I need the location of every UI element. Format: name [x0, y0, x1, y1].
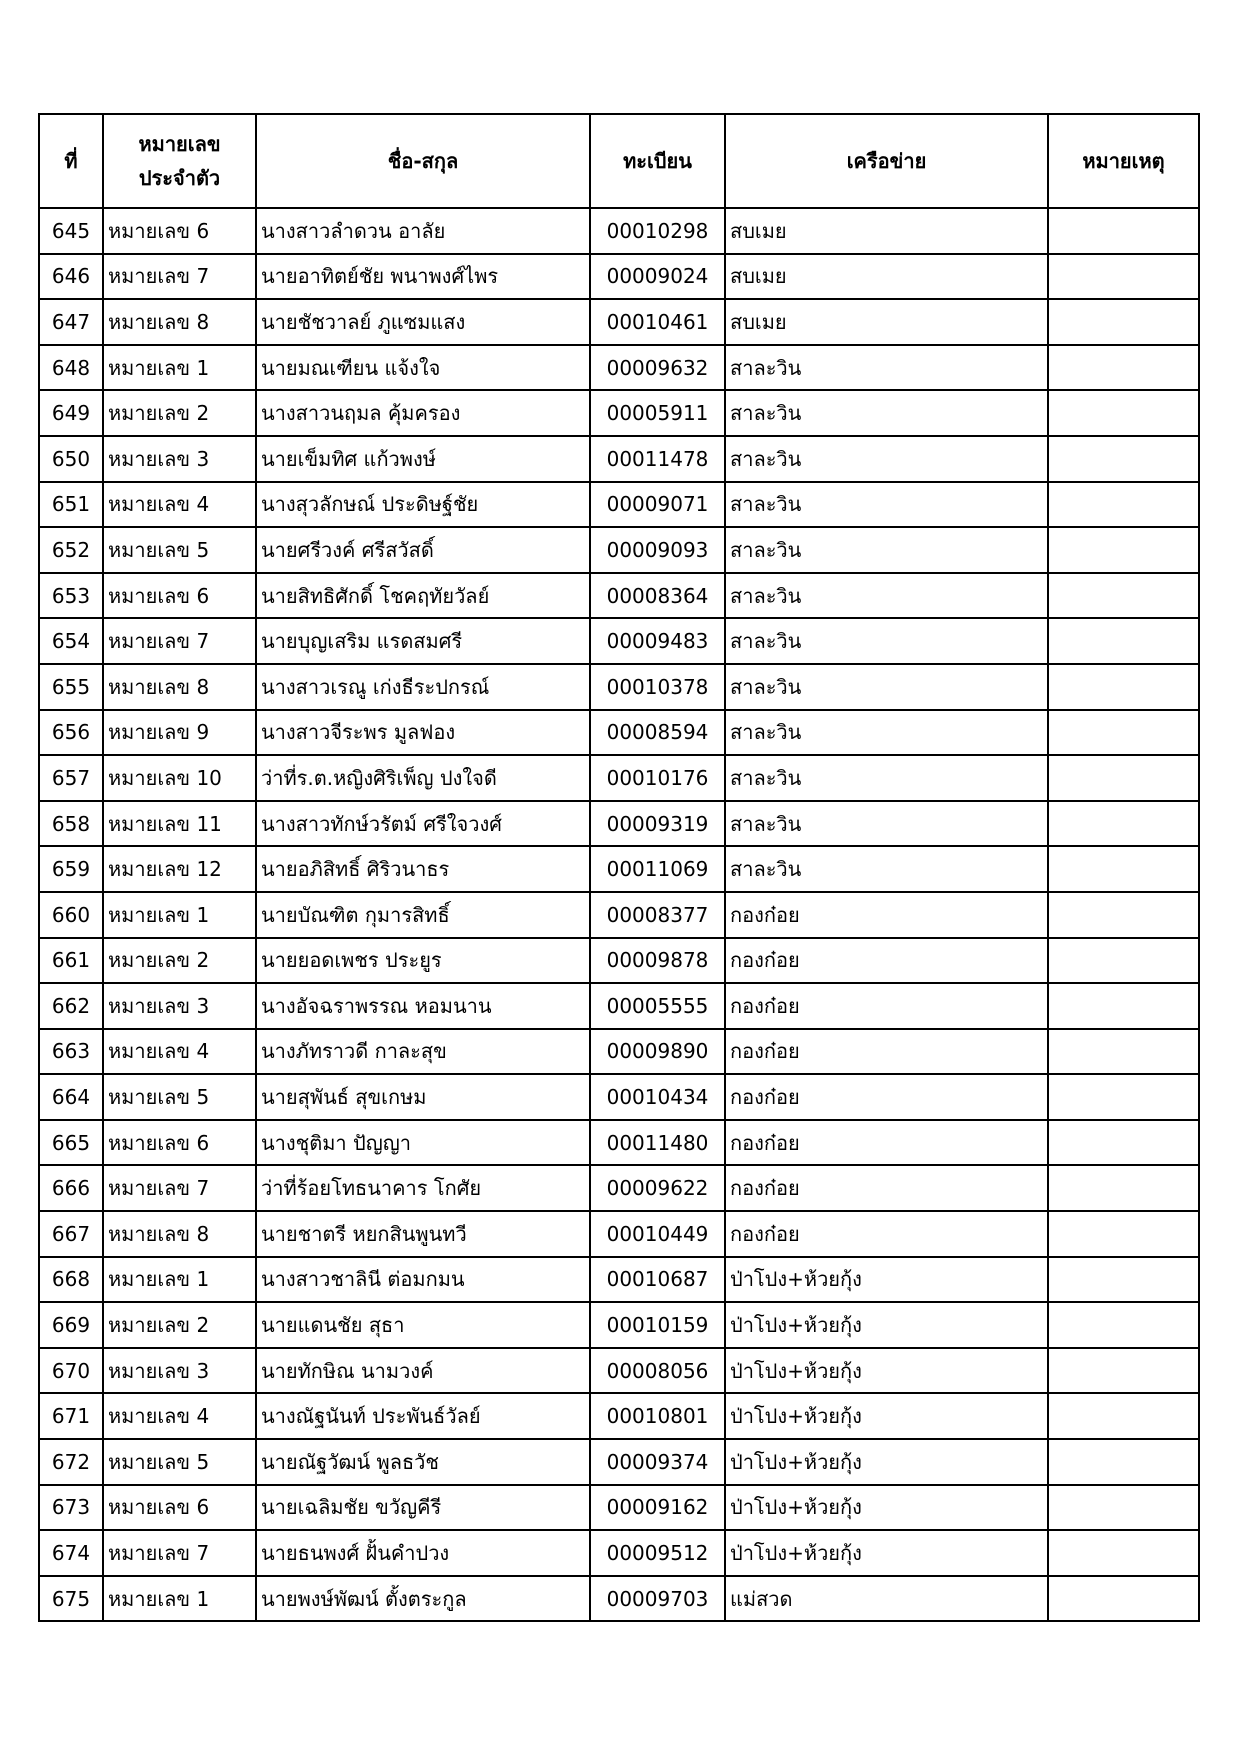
cell-reg: 00009890: [590, 1029, 725, 1075]
cell-network: สาละวิน: [725, 345, 1048, 391]
cell-no: 664: [39, 1074, 103, 1120]
cell-no: 645: [39, 208, 103, 254]
cell-note: [1048, 983, 1199, 1029]
cell-no: 654: [39, 618, 103, 664]
table-row: [39, 938, 1199, 984]
cell-no: 660: [39, 892, 103, 938]
table-row: [39, 1393, 1199, 1439]
table-header-row: [39, 114, 1199, 208]
cell-note: [1048, 1074, 1199, 1120]
cell-id: หมายเลข 10: [103, 755, 256, 801]
cell-id: หมายเลข 5: [103, 527, 256, 573]
cell-reg: 00009622: [590, 1165, 725, 1211]
cell-note: [1048, 1257, 1199, 1303]
cell-network: กองก๋อย: [725, 1029, 1048, 1075]
cell-network: กองก๋อย: [725, 892, 1048, 938]
cell-network: สาละวิน: [725, 664, 1048, 710]
cell-name: นายชัชวาลย์ ภูแซมแสง: [256, 299, 590, 345]
table-row: [39, 755, 1199, 801]
cell-id: หมายเลข 6: [103, 208, 256, 254]
cell-id: หมายเลข 2: [103, 1302, 256, 1348]
cell-network: สาละวิน: [725, 801, 1048, 847]
cell-id: หมายเลข 9: [103, 710, 256, 756]
cell-note: [1048, 573, 1199, 619]
cell-note: [1048, 299, 1199, 345]
cell-note: [1048, 801, 1199, 847]
table-row: [39, 482, 1199, 528]
cell-network: ป่าโปง+ห้วยกุ้ง: [725, 1485, 1048, 1531]
cell-reg: 00009632: [590, 345, 725, 391]
cell-id: หมายเลข 6: [103, 573, 256, 619]
header-id-line2: ประจำตัว: [138, 166, 221, 190]
cell-network: สบเมย: [725, 299, 1048, 345]
cell-id: หมายเลข 1: [103, 892, 256, 938]
cell-name: นางสาวทักษ์วรัตม์ ศรีใจวงศ์: [256, 801, 590, 847]
cell-no: 662: [39, 983, 103, 1029]
cell-name: ว่าที่ร.ต.หญิงศิริเพ็ญ ปงใจดี: [256, 755, 590, 801]
cell-name: นายสิทธิศักดิ์ โชคฤทัยวัลย์: [256, 573, 590, 619]
cell-name: นายบุญเสริม แรดสมศรี: [256, 618, 590, 664]
cell-id: หมายเลข 4: [103, 482, 256, 528]
table-row: [39, 1074, 1199, 1120]
cell-note: [1048, 527, 1199, 573]
cell-no: 648: [39, 345, 103, 391]
cell-name: นายอาทิตย์ชัย พนาพงศ์ไพร: [256, 254, 590, 300]
cell-note: [1048, 1302, 1199, 1348]
table-body: [39, 208, 1199, 1621]
cell-no: 671: [39, 1393, 103, 1439]
cell-reg: 00011478: [590, 436, 725, 482]
cell-reg: 00009878: [590, 938, 725, 984]
cell-note: [1048, 1165, 1199, 1211]
cell-no: 665: [39, 1120, 103, 1166]
cell-note: [1048, 1120, 1199, 1166]
cell-id: หมายเลข 3: [103, 1348, 256, 1394]
cell-no: 668: [39, 1257, 103, 1303]
table-row: [39, 892, 1199, 938]
personnel-table: [38, 113, 1200, 1622]
cell-network: สาละวิน: [725, 618, 1048, 664]
cell-name: นายยอดเพชร ประยูร: [256, 938, 590, 984]
cell-network: สบเมย: [725, 254, 1048, 300]
cell-reg: 00010176: [590, 755, 725, 801]
cell-id: หมายเลข 2: [103, 938, 256, 984]
cell-reg: 00009512: [590, 1530, 725, 1576]
table-row: [39, 436, 1199, 482]
cell-note: [1048, 618, 1199, 664]
cell-no: 653: [39, 573, 103, 619]
cell-name: นายทักษิณ นามวงค์: [256, 1348, 590, 1394]
cell-reg: 00009703: [590, 1576, 725, 1622]
cell-no: 656: [39, 710, 103, 756]
cell-name: นายแดนชัย สุธา: [256, 1302, 590, 1348]
cell-name: นางชุติมา ปัญญา: [256, 1120, 590, 1166]
table-row: [39, 846, 1199, 892]
cell-network: ป่าโปง+ห้วยกุ้ง: [725, 1257, 1048, 1303]
cell-no: 655: [39, 664, 103, 710]
cell-no: 652: [39, 527, 103, 573]
cell-name: นายเข็มทิศ แก้วพงษ์: [256, 436, 590, 482]
cell-no: 649: [39, 390, 103, 436]
header-name: ชื่อ-สกุล: [256, 114, 590, 208]
cell-name: นายมณเฑียน แจ้งใจ: [256, 345, 590, 391]
table-row: [39, 710, 1199, 756]
cell-reg: 00010159: [590, 1302, 725, 1348]
cell-note: [1048, 1211, 1199, 1257]
cell-note: [1048, 892, 1199, 938]
table-row: [39, 1439, 1199, 1485]
cell-name: นางณัฐนันท์ ประพันธ์วัลย์: [256, 1393, 590, 1439]
cell-no: 657: [39, 755, 103, 801]
cell-name: นายบัณฑิต กุมารสิทธิ์: [256, 892, 590, 938]
cell-name: นายศรีวงค์ ศรีสวัสดิ์: [256, 527, 590, 573]
cell-name: นายเฉลิมชัย ขวัญคีรี: [256, 1485, 590, 1531]
cell-note: [1048, 436, 1199, 482]
cell-network: กองก๋อย: [725, 1074, 1048, 1120]
cell-name: นายชาตรี หยกสินพูนทวี: [256, 1211, 590, 1257]
cell-note: [1048, 1576, 1199, 1622]
cell-note: [1048, 710, 1199, 756]
cell-network: สาละวิน: [725, 846, 1048, 892]
cell-id: หมายเลข 7: [103, 254, 256, 300]
table-row: [39, 254, 1199, 300]
table-row: [39, 1211, 1199, 1257]
cell-reg: 00010461: [590, 299, 725, 345]
cell-id: หมายเลข 8: [103, 1211, 256, 1257]
cell-id: หมายเลข 1: [103, 345, 256, 391]
cell-name: นางภัทราวดี กาละสุข: [256, 1029, 590, 1075]
cell-note: [1048, 846, 1199, 892]
cell-network: สาละวิน: [725, 527, 1048, 573]
table-row: [39, 1302, 1199, 1348]
cell-note: [1048, 254, 1199, 300]
table-row: [39, 1348, 1199, 1394]
cell-note: [1048, 1485, 1199, 1531]
cell-no: 646: [39, 254, 103, 300]
cell-note: [1048, 1348, 1199, 1394]
cell-id: หมายเลข 8: [103, 299, 256, 345]
cell-note: [1048, 1029, 1199, 1075]
cell-network: แม่สวด: [725, 1576, 1048, 1622]
cell-reg: 00010687: [590, 1257, 725, 1303]
cell-name: นางสาวลำดวน อาลัย: [256, 208, 590, 254]
cell-note: [1048, 208, 1199, 254]
cell-note: [1048, 755, 1199, 801]
cell-id: หมายเลข 6: [103, 1120, 256, 1166]
cell-reg: 00010298: [590, 208, 725, 254]
table-row: [39, 801, 1199, 847]
cell-network: กองก๋อย: [725, 1165, 1048, 1211]
cell-no: 670: [39, 1348, 103, 1394]
cell-reg: 00009071: [590, 482, 725, 528]
cell-reg: 00010801: [590, 1393, 725, 1439]
table-row: [39, 573, 1199, 619]
cell-reg: 00009483: [590, 618, 725, 664]
header-network: เครือข่าย: [725, 114, 1048, 208]
cell-id: หมายเลข 5: [103, 1074, 256, 1120]
cell-reg: 00011069: [590, 846, 725, 892]
table-row: [39, 1576, 1199, 1622]
cell-id: หมายเลข 4: [103, 1393, 256, 1439]
cell-id: หมายเลข 5: [103, 1439, 256, 1485]
cell-reg: 00005911: [590, 390, 725, 436]
cell-id: หมายเลข 1: [103, 1576, 256, 1622]
header-reg: ทะเบียน: [590, 114, 725, 208]
cell-reg: 00009093: [590, 527, 725, 573]
cell-network: สาละวิน: [725, 755, 1048, 801]
cell-name: นายธนพงศ์ ฝั้นคำปวง: [256, 1530, 590, 1576]
cell-name: นายอภิสิทธิ์ ศิริวนาธร: [256, 846, 590, 892]
cell-no: 658: [39, 801, 103, 847]
table-row: [39, 1120, 1199, 1166]
table-row: [39, 345, 1199, 391]
cell-id: หมายเลข 7: [103, 618, 256, 664]
cell-network: ป่าโปง+ห้วยกุ้ง: [725, 1302, 1048, 1348]
cell-reg: 00005555: [590, 983, 725, 1029]
table-row: [39, 1530, 1199, 1576]
cell-note: [1048, 938, 1199, 984]
cell-reg: 00008594: [590, 710, 725, 756]
cell-name: ว่าที่ร้อยโทธนาคาร โกศัย: [256, 1165, 590, 1211]
cell-id: หมายเลข 8: [103, 664, 256, 710]
table-row: [39, 1485, 1199, 1531]
cell-no: 666: [39, 1165, 103, 1211]
table-row: [39, 618, 1199, 664]
cell-name: นางสาวชาลินี ต่อมกมน: [256, 1257, 590, 1303]
cell-no: 659: [39, 846, 103, 892]
cell-note: [1048, 664, 1199, 710]
table-row: [39, 1029, 1199, 1075]
cell-network: กองก๋อย: [725, 1211, 1048, 1257]
cell-id: หมายเลข 6: [103, 1485, 256, 1531]
cell-reg: 00010378: [590, 664, 725, 710]
cell-network: ป่าโปง+ห้วยกุ้ง: [725, 1439, 1048, 1485]
cell-id: หมายเลข 3: [103, 436, 256, 482]
cell-reg: 00008377: [590, 892, 725, 938]
cell-network: สาละวิน: [725, 436, 1048, 482]
cell-no: 673: [39, 1485, 103, 1531]
header-id-line1: หมายเลข: [138, 132, 221, 156]
cell-reg: 00009319: [590, 801, 725, 847]
cell-name: นายสุพันธ์ สุขเกษม: [256, 1074, 590, 1120]
cell-name: นางสาวจีระพร มูลฟอง: [256, 710, 590, 756]
cell-reg: 00008056: [590, 1348, 725, 1394]
cell-note: [1048, 1530, 1199, 1576]
cell-no: 651: [39, 482, 103, 528]
cell-name: นายพงษ์พัฒน์ ตั้งตระกูล: [256, 1576, 590, 1622]
cell-id: หมายเลข 4: [103, 1029, 256, 1075]
cell-reg: 00008364: [590, 573, 725, 619]
cell-id: หมายเลข 12: [103, 846, 256, 892]
cell-id: หมายเลข 1: [103, 1257, 256, 1303]
header-note: หมายเหตุ: [1048, 114, 1199, 208]
cell-note: [1048, 1439, 1199, 1485]
cell-reg: 00010434: [590, 1074, 725, 1120]
cell-network: กองก๋อย: [725, 938, 1048, 984]
cell-network: กองก๋อย: [725, 983, 1048, 1029]
cell-name: นางสาวนฤมล คุ้มครอง: [256, 390, 590, 436]
cell-name: นางสุวลักษณ์ ประดิษฐ์ชัย: [256, 482, 590, 528]
cell-network: สาละวิน: [725, 573, 1048, 619]
table-row: [39, 208, 1199, 254]
cell-id: หมายเลข 7: [103, 1165, 256, 1211]
table-row: [39, 299, 1199, 345]
cell-no: 669: [39, 1302, 103, 1348]
cell-no: 650: [39, 436, 103, 482]
table-row: [39, 390, 1199, 436]
cell-network: สาละวิน: [725, 482, 1048, 528]
cell-reg: 00009374: [590, 1439, 725, 1485]
cell-name: นายณัฐวัฒน์ พูลธวัช: [256, 1439, 590, 1485]
cell-note: [1048, 390, 1199, 436]
cell-reg: 00009162: [590, 1485, 725, 1531]
cell-no: 672: [39, 1439, 103, 1485]
cell-network: ป่าโปง+ห้วยกุ้ง: [725, 1393, 1048, 1439]
cell-no: 661: [39, 938, 103, 984]
cell-name: นางสาวเรณู เก่งธีระปกรณ์: [256, 664, 590, 710]
cell-id: หมายเลข 11: [103, 801, 256, 847]
cell-network: สบเมย: [725, 208, 1048, 254]
cell-network: สาละวิน: [725, 710, 1048, 756]
cell-network: กองก๋อย: [725, 1120, 1048, 1166]
cell-no: 675: [39, 1576, 103, 1622]
cell-no: 647: [39, 299, 103, 345]
cell-reg: 00009024: [590, 254, 725, 300]
table-row: [39, 983, 1199, 1029]
header-no: ที่: [39, 114, 103, 208]
table-row: [39, 664, 1199, 710]
cell-no: 667: [39, 1211, 103, 1257]
cell-no: 674: [39, 1530, 103, 1576]
cell-network: ป่าโปง+ห้วยกุ้ง: [725, 1348, 1048, 1394]
header-id: [103, 114, 256, 208]
cell-name: นางอัจฉราพรรณ หอมนาน: [256, 983, 590, 1029]
table-row: [39, 1257, 1199, 1303]
cell-id: หมายเลข 7: [103, 1530, 256, 1576]
cell-note: [1048, 345, 1199, 391]
table-row: [39, 1165, 1199, 1211]
cell-reg: 00010449: [590, 1211, 725, 1257]
cell-note: [1048, 1393, 1199, 1439]
cell-note: [1048, 482, 1199, 528]
cell-network: ป่าโปง+ห้วยกุ้ง: [725, 1530, 1048, 1576]
cell-reg: 00011480: [590, 1120, 725, 1166]
table-row: [39, 527, 1199, 573]
cell-id: หมายเลข 2: [103, 390, 256, 436]
cell-network: สาละวิน: [725, 390, 1048, 436]
cell-no: 663: [39, 1029, 103, 1075]
cell-id: หมายเลข 3: [103, 983, 256, 1029]
